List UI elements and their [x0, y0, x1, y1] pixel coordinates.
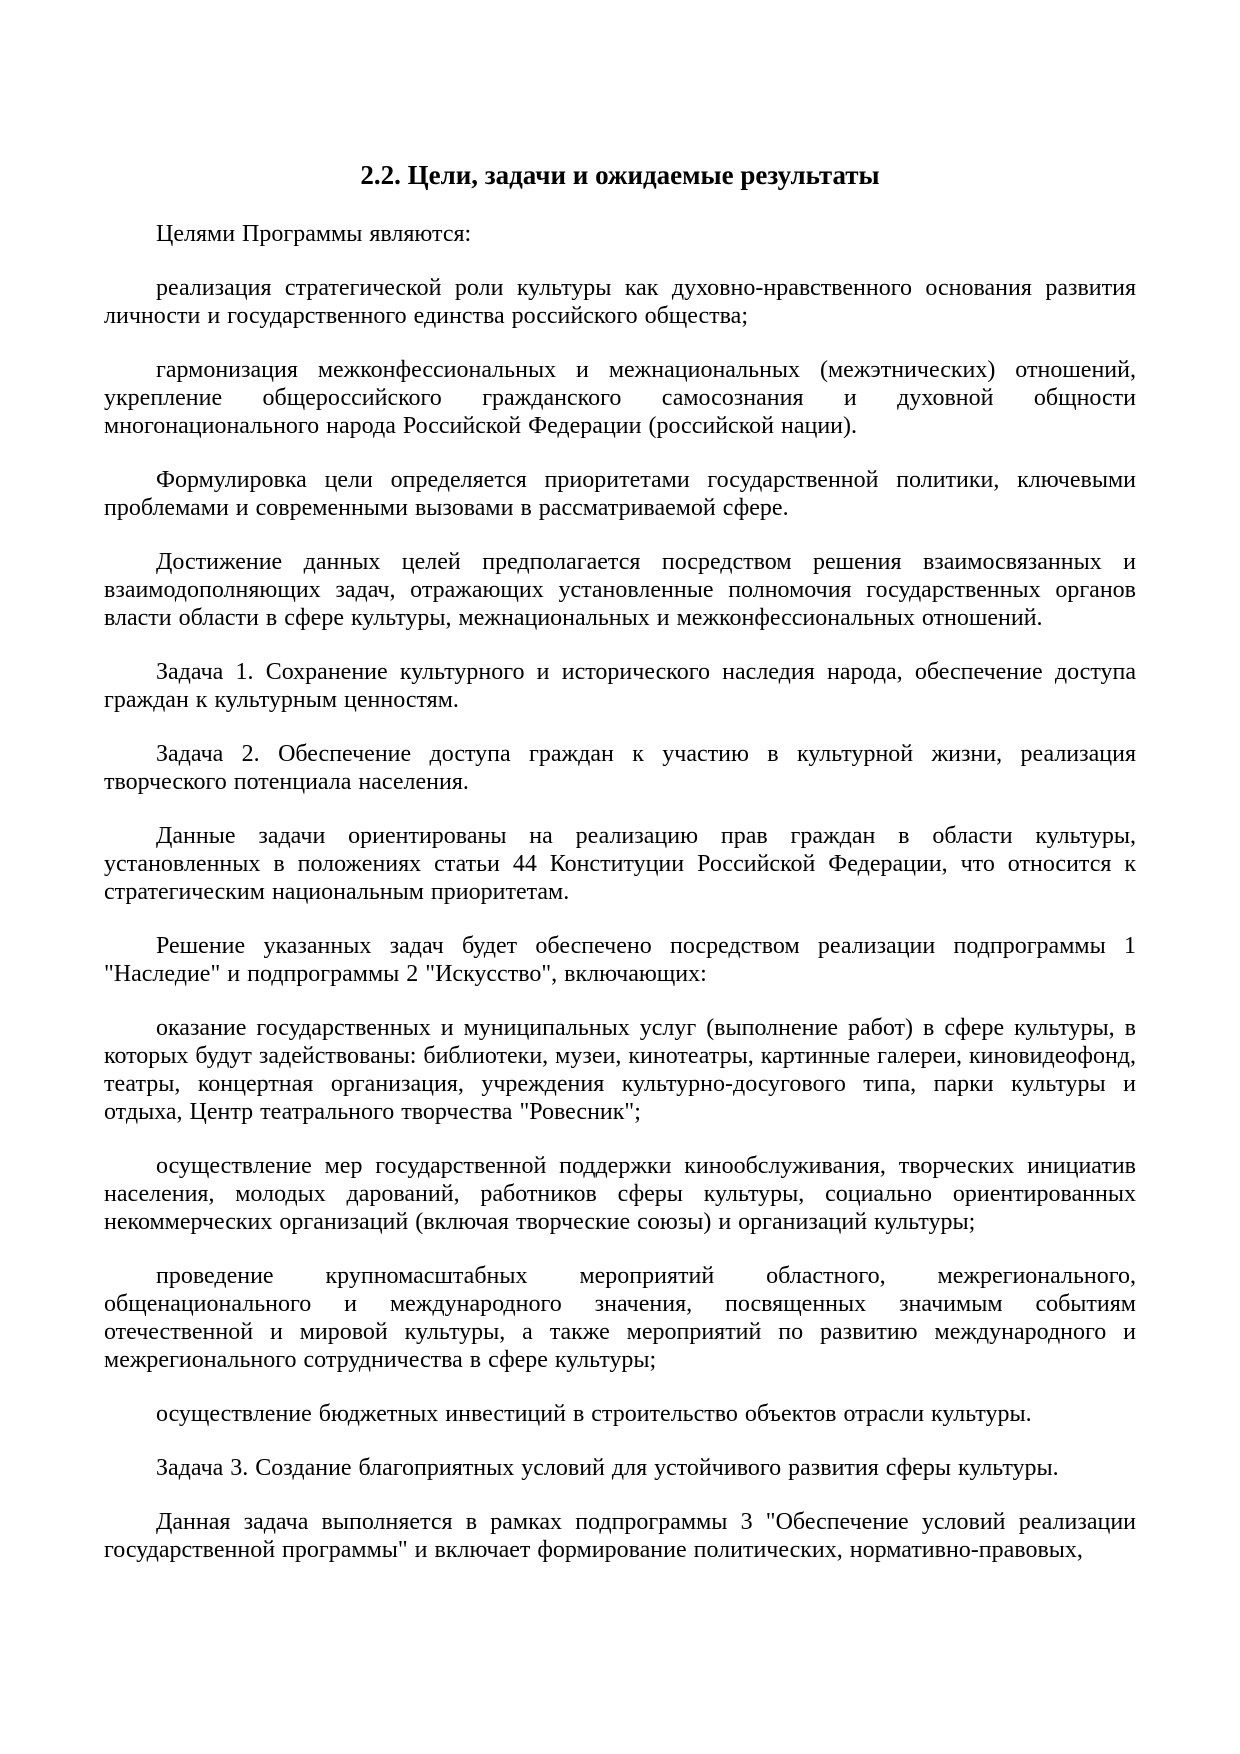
paragraph: осуществление бюджетных инвестиций в строительство объектов отрасли культуры. — [156, 1401, 1032, 1427]
paragraph: Достижение данных целей предполагается посредством решения взаимосвязанных и взаимодополняющих задач, отражающих установленные полномочия государственных органов власти области в сфере культуры, межнациональных и межконфессиональных отношений. — [104, 549, 1136, 631]
paragraph: Решение указанных задач будет обеспечено посредством реализации подпрограммы 1 "Наследие" и подпрограммы 2 "Искусство", включающих: — [104, 933, 1136, 987]
paragraph: проведение крупномасштабных мероприятий областного, межрегионального, общенационального и международного значения, посвященных значимым событиям отечественной и мировой культуры, а также мероприятий по развитию международного и межрегионального сотрудничества в сфере культуры; — [104, 1263, 1136, 1373]
paragraph: Данные задачи ориентированы на реализацию прав граждан в области культуры, установленных в положениях статьи 44 Конституции Российской Федерации, что относится к стратегическим национальным приоритетам. — [104, 823, 1136, 905]
section-title: 2.2. Цели, задачи и ожидаемые результаты — [360, 160, 880, 190]
paragraph: Задача 3. Создание благоприятных условий для устойчивого развития сферы культуры. — [156, 1455, 1059, 1481]
paragraph: осуществление мер государственной поддержки кинообслуживания, творческих инициатив населения, молодых дарований, работников сферы культуры, социально ориентированных некоммерческих организаций (включая творческие союзы) и организаций культуры; — [104, 1153, 1136, 1235]
paragraph: Задача 1. Сохранение культурного и исторического наследия народа, обеспечение доступа граждан к культурным ценностям. — [104, 659, 1136, 713]
paragraph: Данная задача выполняется в рамках подпрограммы 3 "Обеспечение условий реализации государственной программы" и включает формирование политических, нормативно-правовых, — [104, 1509, 1136, 1563]
paragraph: Целями Программы являются: — [156, 221, 472, 247]
paragraph: оказание государственных и муниципальных услуг (выполнение работ) в сфере культуры, в которых будут задействованы: библиотеки, музеи, кинотеатры, картинные галереи, киновидеофонд, театры, концертная организация, учреждения культурно-досугового типа, парки культуры и отдыха, Центр театрального творчества "Ровесник"; — [104, 1015, 1136, 1125]
document-body — [104, 220, 1136, 1564]
paragraph: Задача 2. Обеспечение доступа граждан к участию в культурной жизни, реализация творческого потенциала населения. — [104, 741, 1136, 795]
paragraph: реализация стратегической роли культуры как духовно-нравственного основания развития личности и государственного единства российского общества; — [104, 275, 1136, 329]
paragraph: Формулировка цели определяется приоритетами государственной политики, ключевыми проблемами и современными вызовами в рассматриваемой сфере. — [104, 467, 1136, 521]
paragraph: гармонизация межконфессиональных и межнациональных (межэтнических) отношений, укрепление общероссийского гражданского самосознания и духовной общности многонационального народа Российской Федерации (российской нации). — [104, 357, 1136, 439]
